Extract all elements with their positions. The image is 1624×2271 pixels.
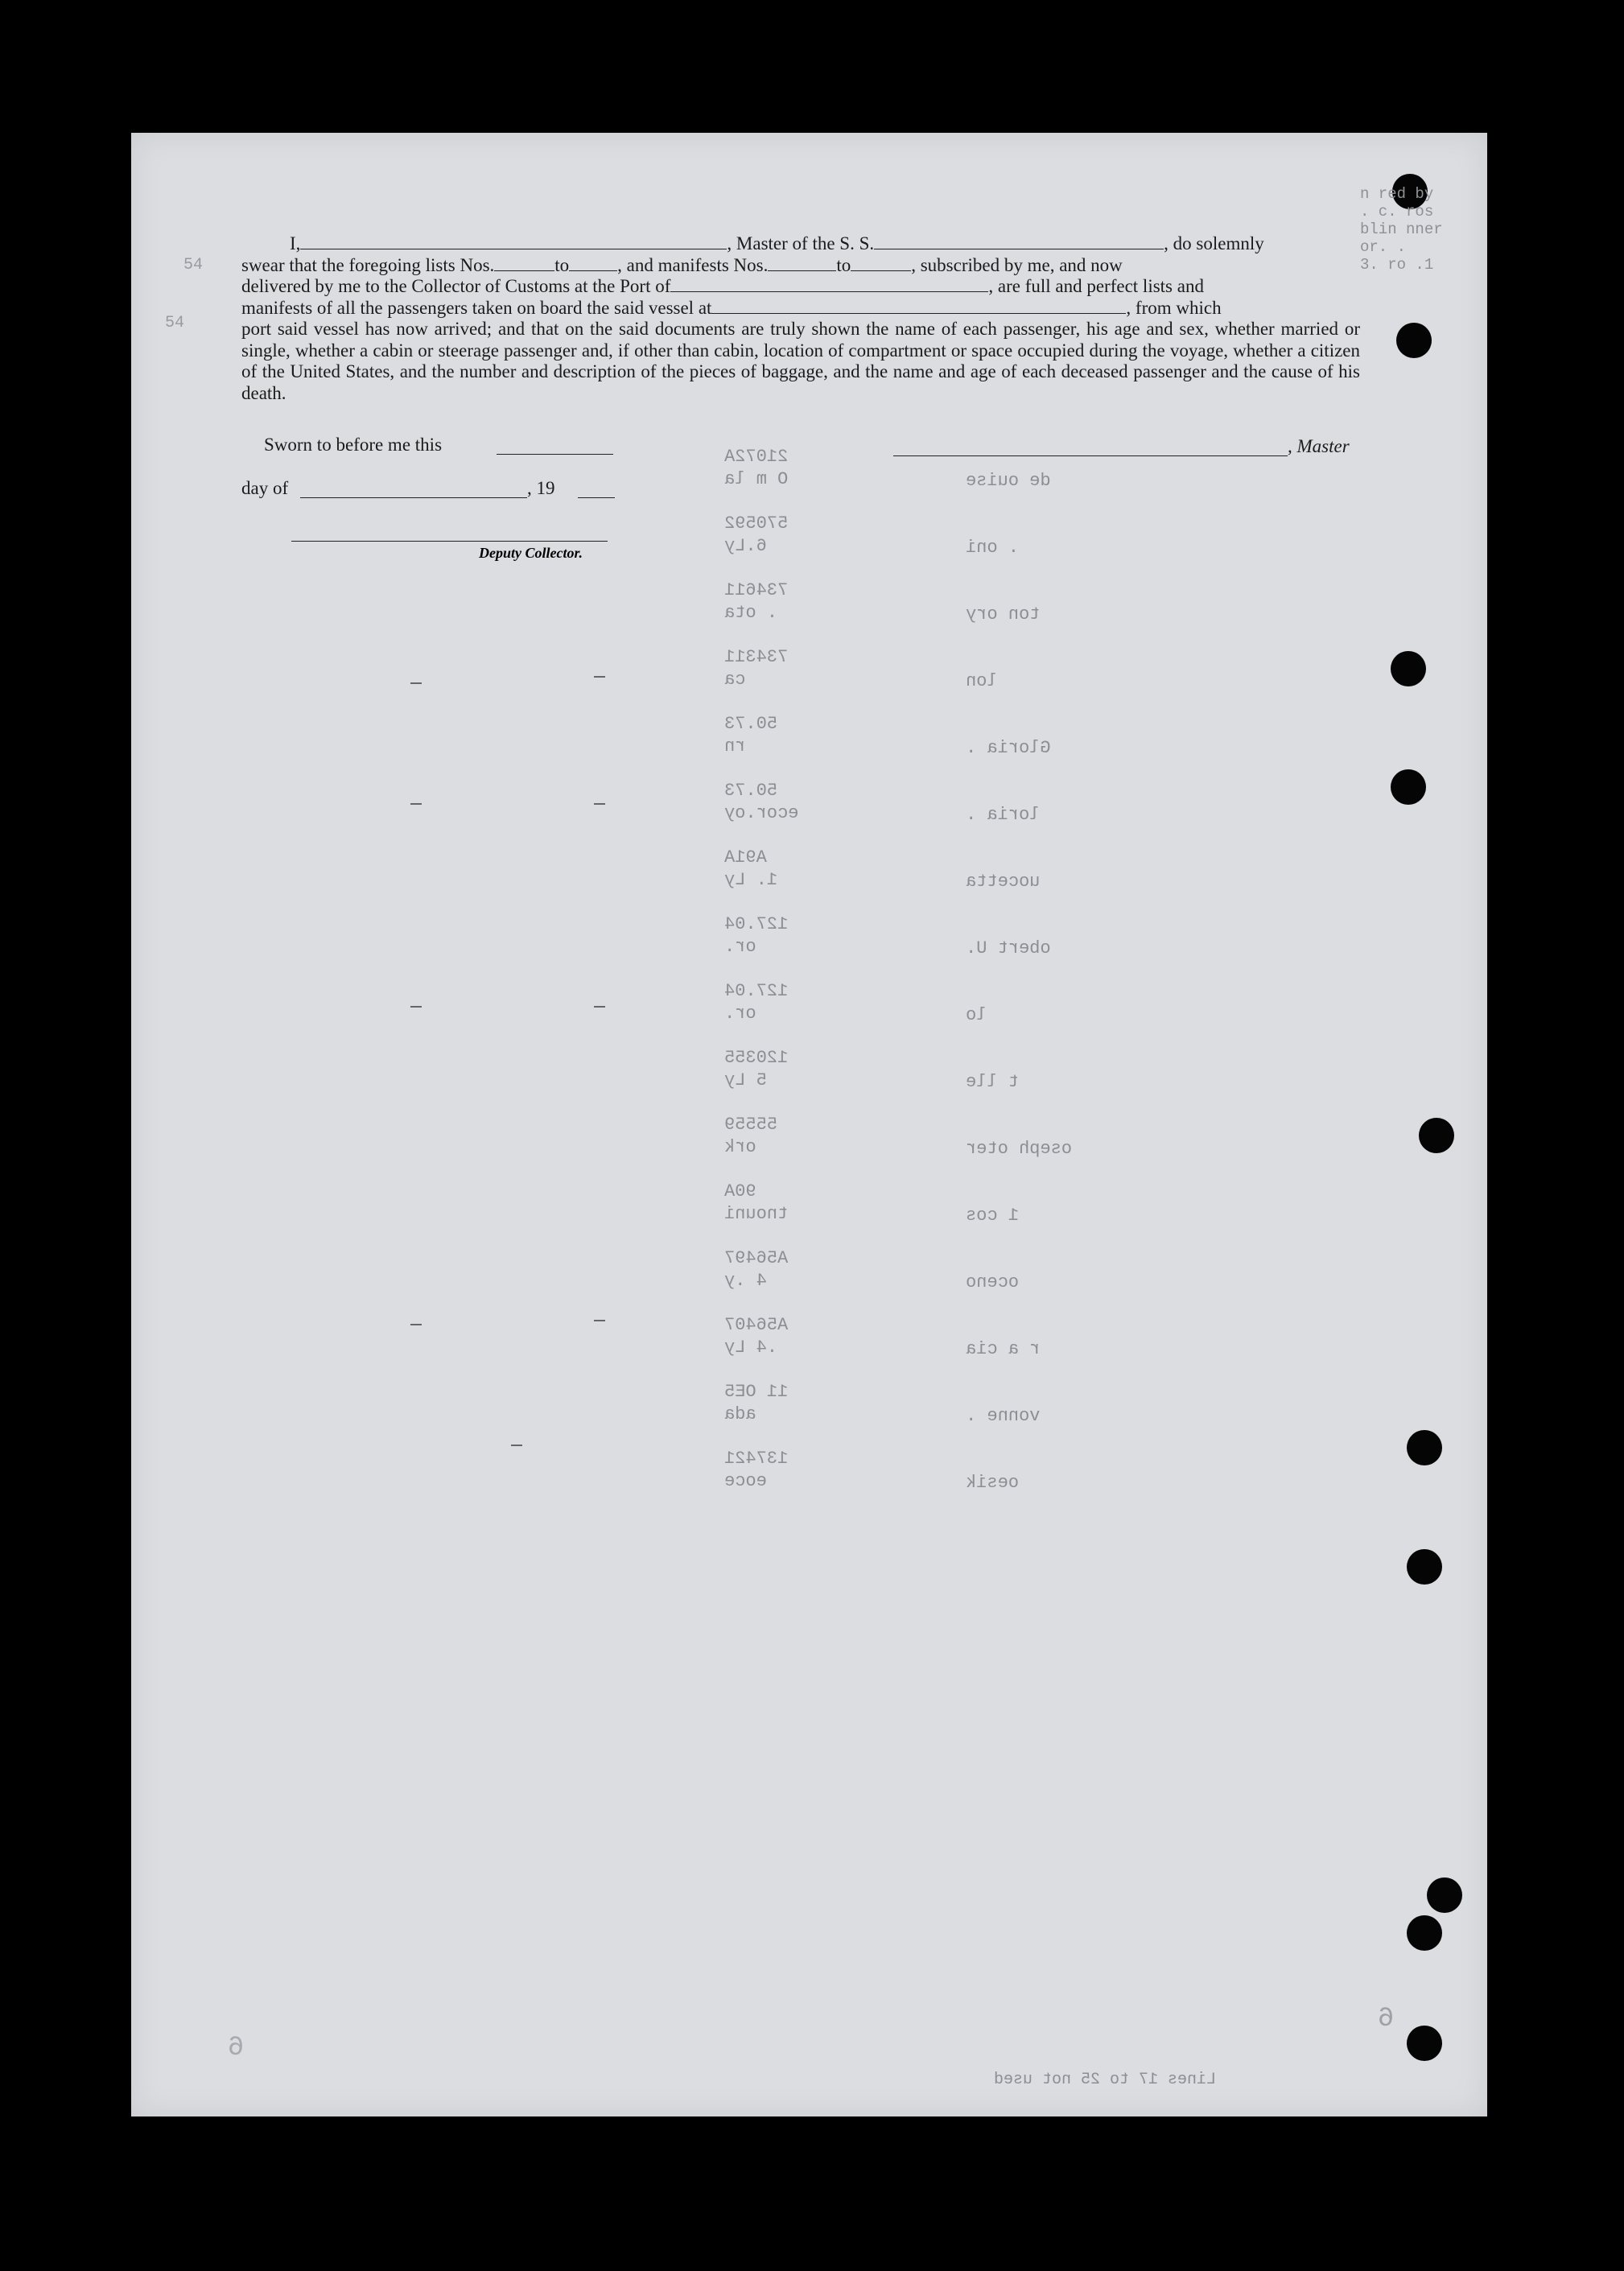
mark — [410, 1006, 422, 1008]
oath-master-ss: , Master of the S. S. — [727, 233, 875, 253]
bleed-number: 137421 — [724, 1449, 789, 1469]
bleed-place: ork — [724, 1137, 756, 1157]
mark — [594, 676, 605, 678]
bleed-name: de ouise — [966, 471, 1051, 491]
oath-swear: swear that the foregoing lists Nos. — [241, 254, 495, 275]
bleed-place: ca — [724, 670, 746, 690]
bleed-number: 127.04 — [724, 981, 789, 1001]
mark — [511, 1445, 522, 1446]
bleed-name: t lle — [966, 1072, 1020, 1092]
bleed-number: 50.73 — [724, 781, 778, 801]
bleed-place: ada — [724, 1404, 756, 1424]
bleed-name: Gloria . — [966, 738, 1051, 758]
bleed-number: 734311 — [724, 647, 789, 667]
oath-delivered: delivered by me to the Collector of Customs at the Port of — [241, 276, 671, 296]
bleed-name: oceno — [966, 1272, 1020, 1292]
bleed-name: lon — [966, 671, 998, 691]
bleed-name: uocetta — [966, 872, 1041, 892]
day-of-label: day of — [241, 478, 289, 498]
page-number-bleed-2: 6 — [228, 2033, 245, 2063]
mark — [594, 803, 605, 805]
page-number-bleed: 6 — [1378, 2004, 1395, 2034]
oath-to: to — [554, 254, 570, 275]
oath-to: to — [836, 254, 851, 275]
deputy-collector-label: Deputy Collector. — [479, 545, 583, 561]
bleed-name: r a cia — [966, 1339, 1041, 1359]
bleed-place: 5 Ly — [724, 1070, 767, 1090]
bleed-place: ecor.oy — [724, 803, 799, 823]
bleed-number: 11 OE5 — [724, 1382, 789, 1402]
bleed-name: lo — [966, 1005, 987, 1025]
bleed-place: 4 .y — [724, 1271, 767, 1291]
year-label: , 19 — [527, 478, 555, 498]
bleed-place: eoce — [724, 1471, 767, 1491]
sworn-label: Sworn to before me this — [264, 435, 443, 455]
bleed-number: 120355 — [724, 1048, 789, 1068]
master-label: , Master — [1288, 436, 1350, 456]
margin-number: 54 — [183, 256, 204, 274]
bleed-number: A56497 — [724, 1248, 789, 1268]
mark — [594, 1006, 605, 1008]
oath-full-perfect: , are full and perfect lists and — [988, 276, 1204, 296]
bleed-place: O m la — [724, 469, 789, 489]
oath-and-manifests: , and manifests Nos. — [617, 254, 769, 275]
bleed-place: .4 Ly — [724, 1337, 778, 1358]
bleed-place: 6.Ly — [724, 536, 767, 556]
bleed-name: oseph oter — [966, 1139, 1073, 1159]
footer-bleed: Lines 17 to 25 not used — [994, 2071, 1217, 2089]
bleed-place: rn — [724, 736, 746, 756]
mark — [410, 1324, 422, 1325]
oath-i: I, — [290, 233, 301, 253]
mark — [410, 803, 422, 805]
bleed-name: vonne . — [966, 1406, 1041, 1426]
bleed-name: oesik — [966, 1473, 1020, 1493]
bleed-line: . c. ros — [1360, 203, 1434, 221]
bleed-number: 127.04 — [724, 914, 789, 934]
bleed-line: 3. ro .1 — [1360, 256, 1434, 274]
bleed-name: obert U. — [966, 938, 1051, 958]
bleed-name: . oni — [966, 538, 1020, 558]
bleed-place: tnouni — [724, 1204, 789, 1224]
bleed-number: A56407 — [724, 1315, 789, 1335]
oath-rest: port said vessel has now arrived; and that on the said documents are truly shown the name of each passenger, his age and sex, whether married or single, whether a cabin or steerage passenger and, if other than cabin, location of compartment or space occupied during the voyage, whether a citizen of the United States, and the number and description of the pieces of baggage, and the name and age of each deceased passenger and the cause of his death. — [241, 319, 1360, 403]
bleed-number: 734611 — [724, 580, 789, 600]
mark — [594, 1320, 605, 1321]
mark — [410, 682, 422, 684]
bleed-line: blin nner — [1360, 221, 1443, 238]
bleed-place: . ota — [724, 603, 778, 623]
bleed-name: 1 cos — [966, 1206, 1020, 1226]
bleed-number: A91A — [724, 847, 767, 868]
bleed-number: 21072A — [724, 447, 789, 467]
bleed-number: 570592 — [724, 513, 789, 534]
bleed-place: 1. Ly — [724, 870, 778, 890]
bleed-line: n red by — [1360, 185, 1434, 203]
bleed-number: 55559 — [724, 1115, 778, 1135]
bleed-line: or. . — [1360, 238, 1407, 256]
oath-subscribed: , subscribed by me, and now — [911, 254, 1123, 275]
oath-from-which: , from which — [1126, 297, 1222, 318]
oath-do-solemnly: , do solemnly — [1164, 233, 1264, 253]
bleed-place: or. — [724, 1004, 756, 1024]
bleed-number: 90A — [724, 1181, 756, 1201]
margin-number: 54 — [165, 314, 185, 332]
oath-manifests-all: manifests of all the passengers taken on board the said vessel at — [241, 297, 712, 318]
bleed-name: loria . — [966, 805, 1041, 825]
bleed-place: or. — [724, 937, 756, 957]
bleed-number: 50.73 — [724, 714, 778, 734]
bleed-name: ton ory — [966, 604, 1041, 624]
